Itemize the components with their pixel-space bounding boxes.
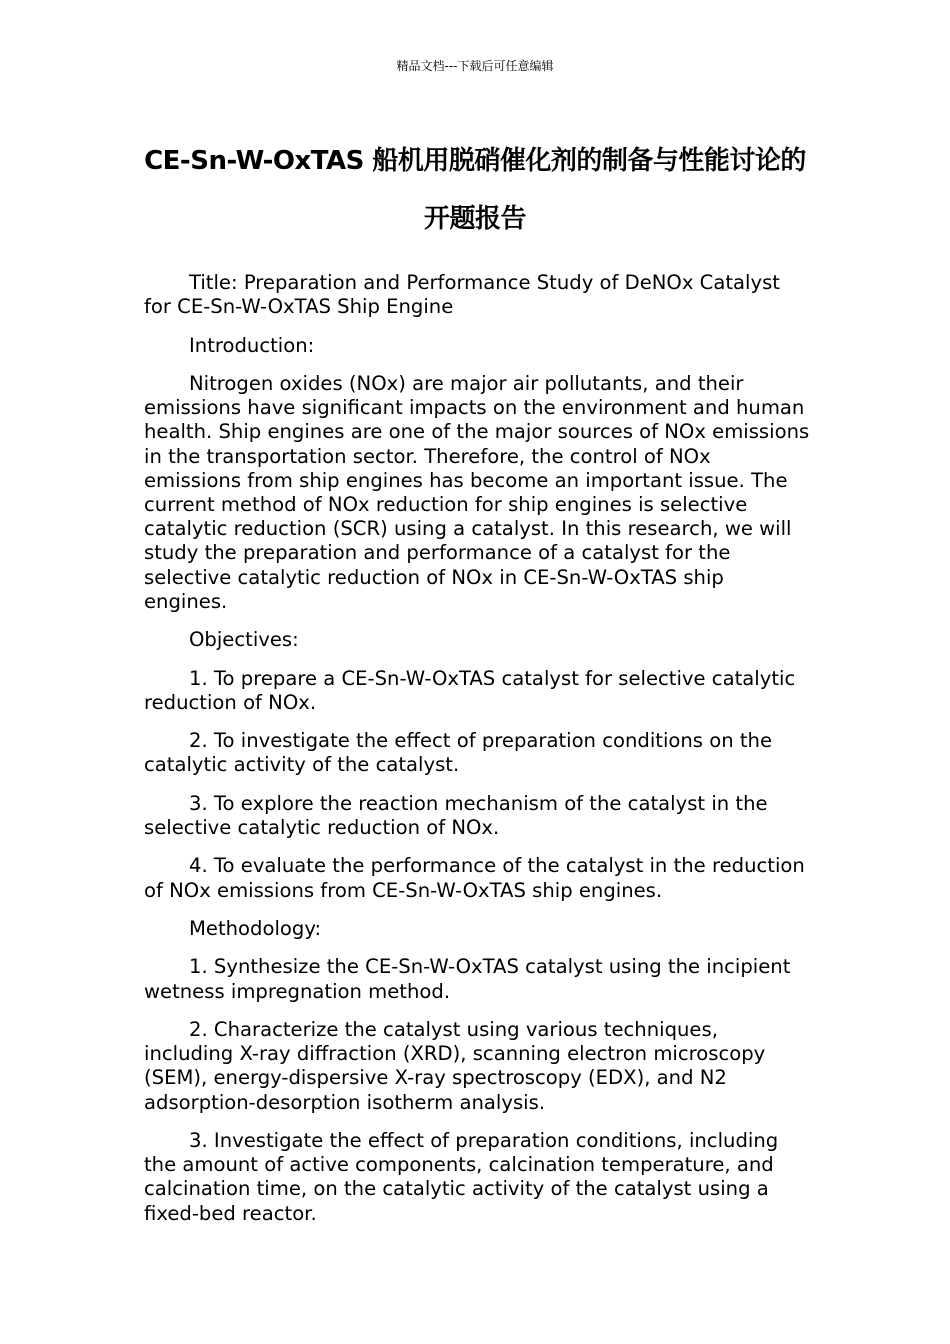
paragraph-title: Title: Preparation and Performance Study of DeNOx Catalyst for CE-Sn-W-OxTAS Ship Engine: [144, 271, 780, 319]
section-heading-methodology: Methodology:: [189, 916, 322, 940]
section-heading-introduction: Introduction:: [189, 333, 315, 357]
objective-item: 3. To explore the reaction mechanism of the catalyst in the selective catalytic reduction of NOx.: [144, 791, 768, 839]
objective-item: 2. To investigate the effect of preparation conditions on the catalytic activity of the catalyst.: [144, 729, 773, 777]
methodology-item: 1. Synthesize the CE-Sn-W-OxTAS catalyst using the incipient wetness impregnation method.: [144, 955, 791, 1003]
objective-item: 4. To evaluate the performance of the catalyst in the reduction of NOx emissions from CE-Sn-W-OxTAS ship engines.: [144, 854, 805, 902]
document-body: [144, 271, 812, 1240]
methodology-item: 2. Characterize the catalyst using various techniques, including X-ray diffraction (XRD), scanning electron microscopy (SEM), energy-dispersive X-ray spectroscopy (EDX), and N2 adsorption-desorption isotherm analysis.: [144, 1017, 766, 1114]
header-note: 精品文档---下载后可任意编辑: [396, 59, 554, 73]
objective-item: 1. To prepare a CE-Sn-W-OxTAS catalyst for selective catalytic reduction of NOx.: [144, 666, 796, 714]
document-title: CE-Sn-W-OxTAS 船机用脱硝催化剂的制备与性能讨论的开题报告: [144, 146, 806, 234]
section-heading-objectives: Objectives:: [189, 628, 299, 652]
methodology-item: 3. Investigate the effect of preparation conditions, including the amount of active components, calcination temperature, and calcination time, on the catalytic activity of the catalyst using a fixed-bed reactor.: [144, 1128, 779, 1225]
paragraph-introduction: Nitrogen oxides (NOx) are major air pollutants, and their emissions have significant impacts on the environment and human health. Ship engines are one of the major sources of NOx emissions in the transportation sector. Therefore, the control of NOx emissions from ship engines has become an important issue. The current method of NOx reduction for ship engines is selective catalytic reduction (SCR) using a catalyst. In this research, we will study the preparation and performance of a catalyst for the selective catalytic reduction of NOx in CE-Sn-W-OxTAS ship engines.: [144, 371, 810, 613]
